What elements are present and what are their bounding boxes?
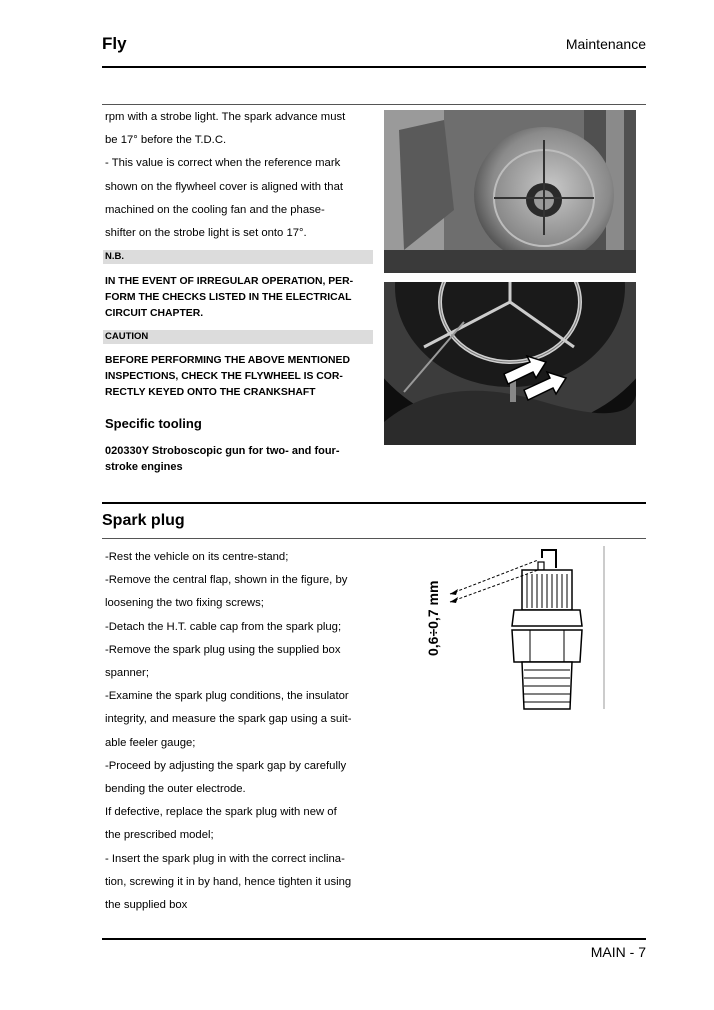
spark-plug-title: Spark plug: [102, 512, 185, 529]
header-rule: [102, 66, 646, 68]
spark-plug-table-rule: [102, 538, 646, 539]
spark-plug-text: [105, 546, 385, 917]
flywheel-cover-photo: [384, 110, 636, 273]
instruction-line: tion, screwing it in by hand, hence tighten it using: [105, 875, 352, 888]
instruction-line: -Proceed by adjusting the spark gap by carefully: [105, 759, 347, 772]
nb-line: FORM THE CHECKS LISTED IN THE ELECTRICAL: [105, 292, 352, 303]
instruction-line: If defective, replace the spark plug with new of: [105, 806, 337, 819]
instruction-line: -Remove the central flap, shown in the figure, by: [105, 574, 348, 587]
nb-line: CIRCUIT CHAPTER.: [105, 308, 204, 319]
instruction-line: spanner;: [105, 667, 149, 680]
paragraph-line: machined on the cooling fan and the phase-: [105, 203, 325, 216]
caution-line: BEFORE PERFORMING THE ABOVE MENTIONED: [105, 355, 350, 366]
table-top-rule: [102, 104, 646, 105]
caution-label: CAUTION: [103, 330, 373, 344]
top-text-column: [105, 106, 373, 245]
tooling-line: stroke engines: [105, 461, 183, 473]
instruction-line: able feeler gauge;: [105, 736, 196, 749]
instruction-line: integrity, and measure the spark gap using a suit-: [105, 713, 352, 726]
section-rule: [102, 502, 646, 504]
nb-label: N.B.: [103, 250, 373, 264]
instruction-line: the prescribed model;: [105, 829, 214, 842]
tooling-line: 020330Y Stroboscopic gun for two- and four-: [105, 445, 340, 457]
tooling-item: [105, 443, 373, 475]
instruction-line: - Insert the spark plug in with the correct inclina-: [105, 852, 345, 865]
instruction-line: bending the outer electrode.: [105, 783, 246, 796]
caution-line: RECTLY KEYED ONTO THE CRANKSHAFT: [105, 387, 316, 398]
nb-line: IN THE EVENT OF IRREGULAR OPERATION, PER-: [105, 276, 354, 287]
instruction-line: loosening the two fixing screws;: [105, 597, 264, 610]
instruction-line: -Remove the spark plug using the supplied box: [105, 643, 341, 656]
instruction-line: the supplied box: [105, 899, 188, 912]
footer-rule: [102, 938, 646, 940]
section-name: Maintenance: [565, 36, 646, 52]
paragraph-line: shown on the flywheel cover is aligned with that: [105, 180, 343, 193]
flywheel-mark-photo: [384, 282, 636, 445]
paragraph-line: rpm with a strobe light. The spark advance must: [105, 111, 346, 123]
paragraph-line: - This value is correct when the reference mark: [105, 157, 341, 170]
caution-line: INSPECTIONS, CHECK THE FLYWHEEL IS COR-: [105, 371, 343, 382]
instruction-line: -Detach the H.T. cable cap from the spark plug;: [105, 620, 342, 633]
paragraph-line: shifter on the strobe light is set onto 17°.: [105, 227, 307, 240]
paragraph-line: be 17° before the T.D.C.: [105, 134, 227, 147]
chapter-title: Fly: [102, 34, 127, 53]
tooling-title: Specific tooling: [105, 416, 202, 431]
caution-text: [105, 353, 373, 401]
instruction-line: -Rest the vehicle on its centre-stand;: [105, 551, 289, 563]
spark-plug-diagram: [420, 544, 610, 714]
gap-label: 0,6÷0,7 mm: [425, 580, 441, 656]
instruction-line: -Examine the spark plug conditions, the insulator: [105, 690, 349, 703]
page-number: MAIN - 7: [590, 944, 646, 960]
nb-text: [105, 274, 373, 322]
